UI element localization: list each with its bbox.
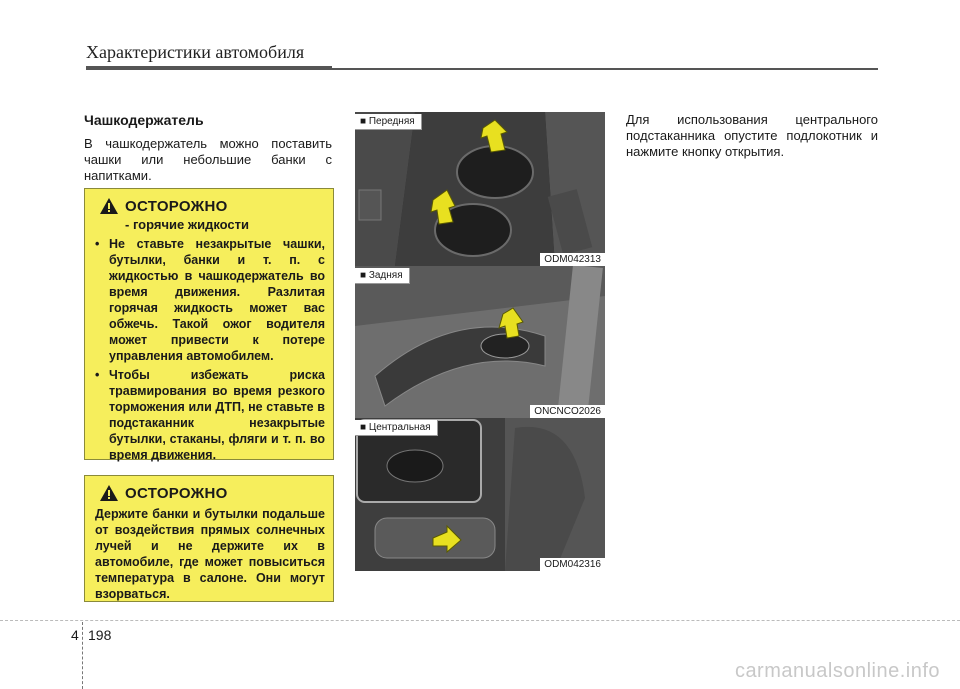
photo-label: ■ Передняя: [355, 114, 422, 130]
photo-rear-cupholder: [355, 266, 605, 418]
warning-triangle-icon: [99, 484, 119, 502]
chapter-number: 4: [71, 627, 79, 643]
section-title: Чашкодержатель: [84, 112, 204, 128]
photo-label: ■ Центральная: [355, 420, 438, 436]
warning-item: • Чтобы избежать риска травмирования во время резкого торможения или ДТП, не ставьте в подстаканник незакрытые бутылки, стаканы, фляги и т. п. во время движения.: [95, 367, 325, 463]
photo-center-cupholder: [355, 418, 605, 571]
header-rule-thin: [332, 68, 878, 70]
footer-divider: [0, 620, 960, 621]
page-number: 198: [88, 627, 112, 643]
warning-title: ОСТОРОЖНО: [125, 484, 228, 502]
footer-separator: [82, 622, 84, 689]
front-cupholder-illustration: [355, 112, 605, 266]
center-cupholder-illustration: [355, 418, 605, 571]
warning-box-sunlight: [84, 475, 334, 602]
warning-title: ОСТОРОЖНО: [125, 197, 228, 215]
warning-subtitle: - горячие жидкости: [125, 217, 250, 232]
photo-code: ONCNCO2026: [530, 405, 605, 418]
watermark: carmanualsonline.info: [734, 660, 940, 682]
header-rule: [86, 66, 332, 70]
photo-front-cupholder: [355, 112, 605, 266]
photo-code: ODM042313: [540, 253, 605, 266]
warning-box-hot-liquids: [84, 188, 334, 460]
intro-text: В чашкодержатель можно поставить чашки или небольшие банки с напитками.: [84, 136, 332, 183]
photo-code: ODM042316: [540, 558, 605, 571]
warning-item: • Не ставьте незакрытые чашки, бутылки, банки и т. п. с жидкостью в чашкодержатель во время движения. Разлитая горячая жидкость может вас обжечь. Такой ожог водителя может привести к потере управления автомобилем.: [95, 236, 325, 364]
warning-body: Держите банки и бутылки подальше от воздействия прямых солнечных лучей и не держите их в автомобиле, где может повыситься температура в салоне. Они могут взорваться.: [95, 507, 325, 601]
rear-cupholder-illustration: [355, 266, 605, 418]
warning-triangle-icon: [99, 197, 119, 215]
header-title: Характеристики автомобиля: [86, 42, 305, 62]
usage-instructions: Для использования центрального подстаканника опустите подлокотник и нажмите кнопку открытия.: [626, 112, 878, 159]
photo-label: ■ Задняя: [355, 268, 410, 284]
